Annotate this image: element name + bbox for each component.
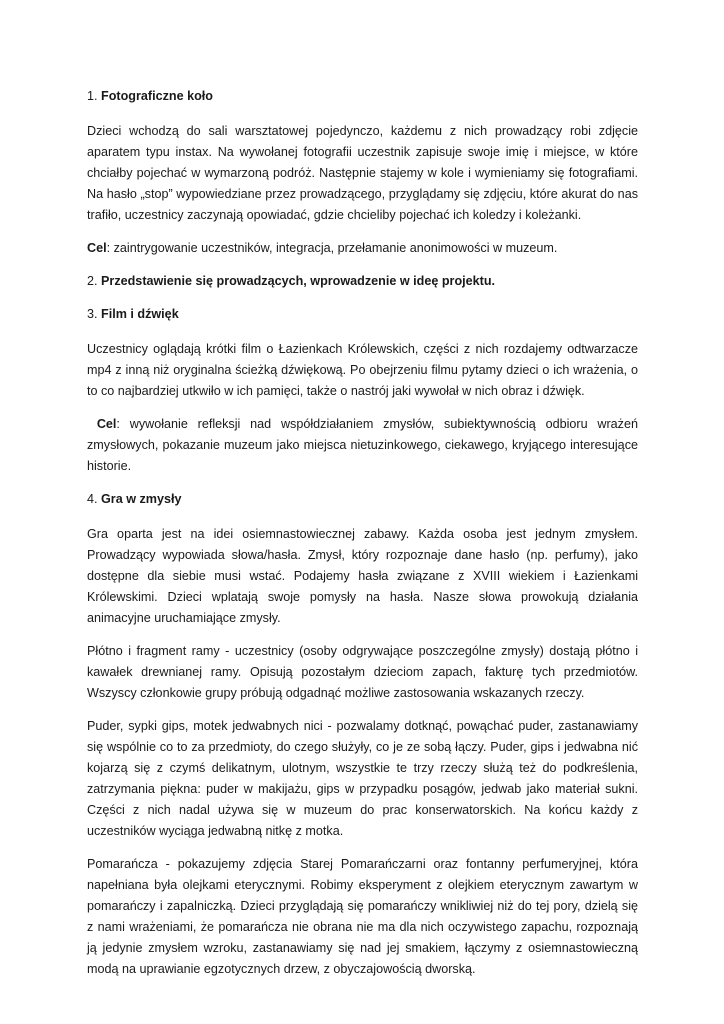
section-4-heading xyxy=(87,489,638,510)
section-1-heading xyxy=(87,86,638,107)
section-4-paragraph-4: Pomarańcza - pokazujemy zdjęcia Starej Pomarańczarni oraz fontanny perfumeryjnej, która napełniana była olejkami eterycznymi. Robimy eksperyment z olejkiem eterycznym zawartym w pomarańczy i zapalniczką. Dzieci przyglądają się pomarańczy wnikliwiej niż do tej pory, dzielą się z nami wrażeniami, że pomarańcza nie obrana nie ma dla nich oczywistego zapachu, rozpoznają ją jedynie zmysłem wzroku, zastanawiamy się nad jej smakiem, łączymy z osiemnastowieczną modą na uprawianie egzotycznych drzew, z obyczajowością dworską. xyxy=(87,857,638,976)
section-4-paragraph-1: Gra oparta jest na idei osiemnastowiecznej zabawy. Każda osoba jest jednym zmysłem. Prowadzący wypowiada słowa/hasła. Zmysł, który rozpoznaje dane hasło (np. perfumy), jako dostępne dla siebie musi wstać. Podajemy hasła związane z XVIII wiekiem i Łazienkami Królewskimi. Dzieci wplatają swoje pomysły na hasła. Nasze słowa prowokują działania animacyjne uruchamiające zmysły. xyxy=(87,527,638,625)
section-number: 2. xyxy=(87,274,98,288)
section-title: Fotograficzne koło xyxy=(101,89,213,103)
section-title: Gra w zmysły xyxy=(101,492,182,506)
section-number: 1. xyxy=(87,89,98,103)
section-4-paragraph-2: Płótno i fragment ramy - uczestnicy (osoby odgrywające poszczególne zmysły) dostają płótno i kawałek drewnianej ramy. Opisują pozostałym dzieciom zapach, fakturę tych przedmiotów. Wszyscy członkowie grupy próbują odgadnąć możliwe zastosowania wskazanych rzeczy. xyxy=(87,644,638,700)
section-3-heading xyxy=(87,304,638,325)
section-1-paragraph: Dzieci wchodzą do sali warsztatowej pojedynczo, każdemu z nich prowadzący robi zdjęcie aparatem typu instax. Na wywołanej fotografii uczestnik zapisuje swoje imię i miejsce, w które chciałby pojechać w wymarzoną podróż. Następnie stajemy w kole i wymieniamy się fotografiami. Na hasło „stop” wypowiedziane przez prowadzącego, przyglądamy się zdjęciu, które akurat do nas trafiło, uczestnicy zaczynają opowiadać, gdzie chcieliby pojechać ich koledzy i koleżanki. xyxy=(87,124,638,222)
section-4-paragraph-3: Puder, sypki gips, motek jedwabnych nici - pozwalamy dotknąć, powąchać puder, zastanawiamy się wspólnie co to za przedmioty, do czego służyły, co je ze sobą łączy. Puder, gips i jedwabna nić kojarzą się z czymś delikatnym, ulotnym, wszystkie te trzy rzeczy służą też do podkreślenia, zatrzymania piękna: puder w makijażu, gips w przypadku posągów, jedwab jako materiał sukni. Części z nich nadal używa się w muzeum do prac konserwatorskich. Na końcu każdy z uczestników wyciąga jedwabną nitkę z motka. xyxy=(87,719,638,838)
section-number: 3. xyxy=(87,307,98,321)
section-2-heading xyxy=(87,271,638,292)
section-1-goal xyxy=(87,238,638,259)
section-3-goal xyxy=(87,414,638,477)
section-number: 4. xyxy=(87,492,98,506)
section-title: Film i dźwięk xyxy=(101,307,179,321)
goal-text: : zaintrygowanie uczestników, integracja, przełamanie anonimowości w muzeum. xyxy=(106,241,558,255)
goal-label: Cel xyxy=(87,241,107,255)
section-title: Przedstawienie się prowadzących, wprowadzenie w ideę projektu. xyxy=(101,274,496,288)
goal-label: Cel xyxy=(96,417,117,431)
section-3-paragraph: Uczestnicy oglądają krótki film o Łazienkach Królewskich, części z nich rozdajemy odtwarzacze mp4 z inną niż oryginalna ścieżką dźwiękową. Po obejrzeniu filmu pytamy dzieci o ich wrażenia, o to co najbardziej utkwiło w ich pamięci, także o nastrój jaki wywołał w nich obraz i dźwięk. xyxy=(87,342,638,398)
goal-text: : wywołanie refleksji nad współdziałaniem zmysłów, subiektywnością odbioru wrażeń zmysłowych, pokazanie muzeum jako miejsca nietuzinkowego, ciekawego, kryjącego interesujące historie. xyxy=(87,417,638,473)
